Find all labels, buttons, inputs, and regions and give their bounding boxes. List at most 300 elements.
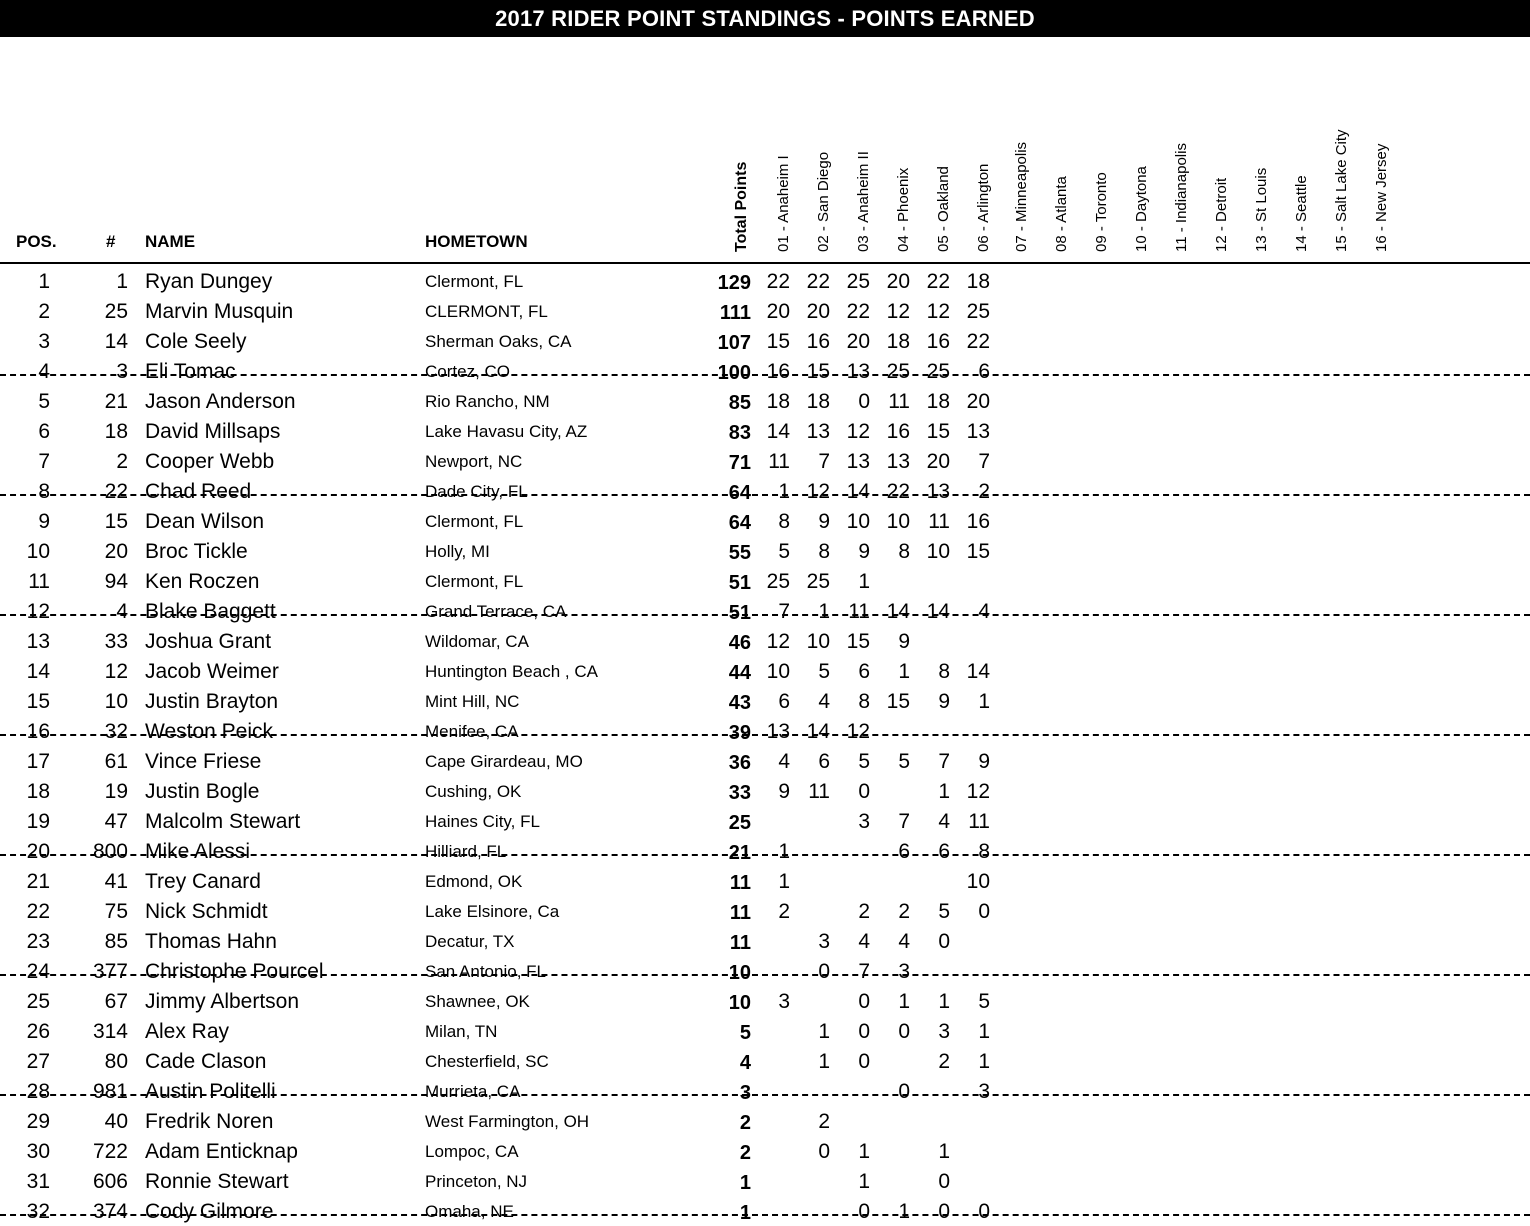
row-rider-name: Christophe Pourcel [145,960,324,983]
group-divider [0,734,1530,736]
row-bike-number: 41 [104,870,128,893]
row-race-points: 3 [898,960,910,983]
row-race-points: 14 [766,420,790,443]
row-race-points: 10 [846,510,870,533]
row-race-points: 6 [778,690,790,713]
header-race-1: 01 - Anaheim I [775,155,792,252]
row-hometown: Dade City, FL [425,482,528,501]
row-hometown: Grand Terrace, CA [425,602,567,621]
row-race-points: 16 [926,330,950,353]
row-race-points: 0 [938,1200,950,1223]
row-hometown: Clermont, FL [425,572,524,591]
row-race-points: 1 [858,570,870,593]
row-bike-number: 800 [92,840,128,863]
row-bike-number: 22 [104,480,128,503]
header-race-3: 03 - Anaheim II [855,151,872,252]
row-position: 22 [26,900,50,923]
row-bike-number: 10 [104,690,128,713]
table-row [0,1106,1530,1136]
row-race-points: 3 [938,1020,950,1043]
table-row [0,1166,1530,1196]
row-position: 3 [38,330,50,353]
page-title: 2017 RIDER POINT STANDINGS - POINTS EARNED [0,0,1530,37]
row-rider-name: Fredrik Noren [145,1110,274,1133]
row-rider-name: David Millsaps [145,420,281,443]
row-race-points: 12 [806,480,830,503]
row-rider-name: Jimmy Albertson [145,990,300,1013]
group-divider [0,494,1530,496]
row-race-points: 2 [898,900,910,923]
row-hometown: Lompoc, CA [425,1142,519,1161]
table-row [0,866,1530,896]
row-total-points: 36 [728,752,751,774]
row-race-points: 12 [846,420,870,443]
row-race-points: 11 [928,510,950,533]
row-total-points: 11 [729,872,751,894]
row-total-points: 3 [739,1082,751,1104]
row-rider-name: Jason Anderson [145,390,296,413]
table-row [0,776,1530,806]
row-bike-number: 85 [104,930,128,953]
row-position: 13 [26,630,50,653]
table-row [0,686,1530,716]
row-hometown: Mint Hill, NC [425,692,520,711]
row-race-points: 25 [806,570,830,593]
row-race-points: 7 [818,450,830,473]
row-race-points: 9 [938,690,950,713]
table-row [0,296,1530,326]
row-race-points: 10 [766,660,790,683]
row-bike-number: 20 [104,540,128,563]
row-rider-name: Thomas Hahn [145,930,277,953]
header-total-points: Total Points [733,161,750,252]
row-total-points: 39 [728,722,751,744]
row-race-points: 22 [966,330,990,353]
row-position: 12 [26,600,50,623]
row-hometown: Decatur, TX [425,932,515,951]
row-bike-number: 314 [92,1020,128,1043]
table-row [0,476,1530,506]
header-race-13: 13 - St Louis [1253,167,1270,252]
row-position: 16 [26,720,50,743]
table-row [0,1196,1530,1226]
row-bike-number: 374 [92,1200,128,1223]
row-bike-number: 67 [104,990,128,1013]
table-row [0,386,1530,416]
row-total-points: 1 [739,1172,751,1194]
row-hometown: Menifee, CA [425,722,519,741]
row-total-points: 4 [739,1052,751,1074]
row-rider-name: Nick Schmidt [145,900,268,923]
row-position: 4 [38,360,50,383]
row-position: 21 [26,870,50,893]
row-rider-name: Marvin Musquin [145,300,294,323]
row-race-points: 9 [818,510,830,533]
row-race-points: 11 [808,780,830,803]
row-position: 30 [26,1140,50,1163]
row-position: 2 [38,300,50,323]
row-total-points: 2 [739,1112,751,1134]
row-race-points: 4 [978,600,990,623]
row-position: 1 [38,270,50,293]
row-bike-number: 61 [104,750,128,773]
row-rider-name: Dean Wilson [145,510,265,533]
header-number: # [106,232,116,251]
row-race-points: 22 [806,270,830,293]
row-race-points: 13 [926,480,950,503]
row-total-points: 85 [728,392,751,414]
row-race-points: 9 [978,750,990,773]
row-rider-name: Ronnie Stewart [145,1170,289,1193]
row-position: 7 [38,450,50,473]
row-hometown: Cushing, OK [425,782,522,801]
row-race-points: 13 [966,420,990,443]
row-hometown: Clermont, FL [425,272,524,291]
row-race-points: 1 [778,480,790,503]
row-bike-number: 33 [104,630,128,653]
row-race-points: 0 [858,390,870,413]
row-race-points: 20 [806,300,830,323]
table-row [0,566,1530,596]
row-bike-number: 722 [92,1140,128,1163]
row-total-points: 51 [728,572,751,594]
row-race-points: 0 [978,900,990,923]
table-row [0,896,1530,926]
row-hometown: Rio Rancho, NM [425,392,550,411]
row-race-points: 8 [898,540,910,563]
row-race-points: 22 [766,270,790,293]
row-bike-number: 32 [104,720,128,743]
row-race-points: 20 [886,270,910,293]
header-name: NAME [145,232,196,251]
row-rider-name: Cole Seely [145,330,247,353]
row-race-points: 16 [966,510,990,533]
row-race-points: 6 [818,750,830,773]
row-rider-name: Austin Politelli [145,1080,276,1103]
row-total-points: 83 [728,422,751,444]
table-row [0,326,1530,356]
group-divider [0,374,1530,376]
row-race-points: 13 [846,360,870,383]
row-race-points: 15 [966,540,990,563]
row-race-points: 1 [858,1140,870,1163]
row-bike-number: 80 [104,1050,128,1073]
row-race-points: 7 [978,450,990,473]
row-bike-number: 606 [92,1170,128,1193]
row-rider-name: Mike Alessi [145,840,251,863]
row-race-points: 1 [938,780,950,803]
row-race-points: 0 [978,1200,990,1223]
row-total-points: 11 [729,902,751,924]
row-total-points: 46 [728,632,751,654]
row-race-points: 0 [858,1020,870,1043]
row-hometown: CLERMONT, FL [425,302,548,321]
row-position: 5 [38,390,50,413]
row-race-points: 1 [778,870,790,893]
row-race-points: 0 [858,780,870,803]
row-rider-name: Weston Peick [145,720,273,743]
row-position: 27 [26,1050,50,1073]
row-position: 10 [26,540,50,563]
row-race-points: 22 [846,300,870,323]
row-race-points: 22 [886,480,910,503]
row-bike-number: 2 [116,450,128,473]
row-hometown: Cortez, CO [425,362,511,381]
row-race-points: 4 [858,930,870,953]
header-race-16: 16 - New Jersey [1373,143,1390,252]
table-row [0,446,1530,476]
row-race-points: 5 [818,660,830,683]
row-race-points: 1 [898,660,910,683]
row-race-points: 5 [778,540,790,563]
row-hometown: Sherman Oaks, CA [425,332,572,351]
row-race-points: 18 [806,390,830,413]
row-rider-name: Blake Baggett [145,600,276,623]
row-total-points: 5 [739,1022,751,1044]
row-position: 15 [26,690,50,713]
row-hometown: Princeton, NJ [425,1172,528,1191]
row-race-points: 1 [978,1020,990,1043]
table-row [0,926,1530,956]
group-divider [0,1094,1530,1096]
row-race-points: 0 [818,1140,830,1163]
table-row [0,656,1530,686]
row-position: 17 [26,750,50,773]
row-total-points: 64 [728,512,751,534]
row-race-points: 12 [846,720,870,743]
header-race-15: 15 - Salt Lake City [1333,129,1350,252]
group-divider [0,1214,1530,1216]
row-bike-number: 18 [104,420,128,443]
row-race-points: 25 [926,360,950,383]
header-race-11: 11 - Indianapolis [1173,143,1190,252]
row-race-points: 0 [898,1080,910,1103]
row-race-points: 7 [898,810,910,833]
table-row [0,836,1530,866]
row-race-points: 12 [926,300,950,323]
table-row [0,956,1530,986]
row-position: 18 [26,780,50,803]
row-race-points: 8 [978,840,990,863]
table-row [0,746,1530,776]
row-total-points: 11 [729,932,751,954]
row-race-points: 0 [898,1020,910,1043]
row-race-points: 18 [926,390,950,413]
row-race-points: 18 [766,390,790,413]
row-hometown: Holly, MI [425,542,490,561]
row-race-points: 15 [766,330,790,353]
row-race-points: 8 [938,660,950,683]
row-position: 25 [26,990,50,1013]
row-total-points: 1 [739,1202,751,1224]
row-position: 20 [26,840,50,863]
row-rider-name: Jacob Weimer [145,660,279,683]
row-race-points: 5 [898,750,910,773]
row-race-points: 20 [846,330,870,353]
row-hometown: Haines City, FL [425,812,540,831]
row-race-points: 25 [846,270,870,293]
row-position: 14 [26,660,50,683]
row-bike-number: 981 [92,1080,128,1103]
table-row [0,596,1530,626]
row-race-points: 11 [968,810,990,833]
row-race-points: 15 [926,420,950,443]
row-race-points: 20 [766,300,790,323]
row-rider-name: Justin Bogle [145,780,260,803]
row-race-points: 0 [858,1050,870,1073]
row-hometown: West Farmington, OH [425,1112,590,1131]
row-race-points: 1 [978,1050,990,1073]
row-race-points: 1 [938,1140,950,1163]
row-race-points: 5 [858,750,870,773]
header-race-8: 08 - Atlanta [1053,176,1070,252]
table-row [0,626,1530,656]
row-total-points: 107 [717,332,751,354]
table-row [0,506,1530,536]
row-total-points: 44 [728,662,751,684]
row-rider-name: Alex Ray [145,1020,230,1043]
row-rider-name: Eli Tomac [145,360,236,383]
row-bike-number: 14 [104,330,128,353]
row-race-points: 10 [966,870,990,893]
row-position: 31 [26,1170,50,1193]
row-bike-number: 377 [92,960,128,983]
row-race-points: 2 [938,1050,950,1073]
table-row [0,1136,1530,1166]
row-race-points: 1 [778,840,790,863]
row-race-points: 16 [886,420,910,443]
row-race-points: 4 [818,690,830,713]
row-race-points: 22 [926,270,950,293]
row-rider-name: Vince Friese [145,750,262,773]
row-bike-number: 4 [116,600,128,623]
row-race-points: 18 [966,270,990,293]
row-rider-name: Ryan Dungey [145,270,273,293]
row-bike-number: 19 [104,780,128,803]
row-hometown: Wildomar, CA [425,632,529,651]
row-race-points: 0 [818,960,830,983]
header-race-7: 07 - Minneapolis [1013,141,1030,252]
row-rider-name: Justin Brayton [145,690,279,713]
row-race-points: 1 [978,690,990,713]
row-position: 11 [28,570,50,593]
table-row [0,266,1530,296]
row-rider-name: Joshua Grant [145,630,272,653]
row-race-points: 1 [818,1050,830,1073]
group-divider [0,974,1530,976]
row-total-points: 10 [728,962,751,984]
row-race-points: 8 [778,510,790,533]
row-rider-name: Malcolm Stewart [145,810,301,833]
row-race-points: 14 [846,480,870,503]
table-row [0,986,1530,1016]
row-race-points: 7 [858,960,870,983]
row-total-points: 25 [728,812,751,834]
row-hometown: Edmond, OK [425,872,523,891]
row-race-points: 5 [938,900,950,923]
row-race-points: 3 [818,930,830,953]
row-total-points: 55 [728,542,751,564]
row-rider-name: Chad Reed [145,480,252,503]
table-row [0,806,1530,836]
row-hometown: Clermont, FL [425,512,524,531]
row-race-points: 2 [978,480,990,503]
row-race-points: 25 [766,570,790,593]
row-race-points: 9 [778,780,790,803]
row-race-points: 14 [806,720,830,743]
row-hometown: Milan, TN [425,1022,498,1041]
row-race-points: 2 [858,900,870,923]
row-race-points: 8 [818,540,830,563]
row-race-points: 16 [766,360,790,383]
row-total-points: 100 [717,362,751,384]
table-row [0,716,1530,746]
row-bike-number: 40 [104,1110,128,1133]
row-position: 23 [26,930,50,953]
table-row [0,536,1530,566]
row-race-points: 14 [966,660,990,683]
header-pos: POS. [16,232,57,251]
row-race-points: 7 [778,600,790,623]
row-race-points: 10 [886,510,910,533]
row-race-points: 15 [886,690,910,713]
row-race-points: 11 [848,600,870,623]
row-total-points: 21 [728,842,751,864]
row-race-points: 0 [938,930,950,953]
row-race-points: 11 [888,390,910,413]
row-race-points: 20 [926,450,950,473]
row-race-points: 6 [898,840,910,863]
header-race-6: 06 - Arlington [975,163,992,252]
header-race-10: 10 - Daytona [1133,166,1150,252]
header-race-14: 14 - Seattle [1293,175,1310,252]
row-race-points: 3 [978,1080,990,1103]
row-hometown: Shawnee, OK [425,992,530,1011]
row-bike-number: 3 [116,360,128,383]
row-race-points: 4 [778,750,790,773]
row-hometown: Murrieta, CA [425,1082,521,1101]
row-position: 24 [26,960,50,983]
row-race-points: 6 [858,660,870,683]
row-total-points: 43 [728,692,751,714]
row-hometown: Lake Elsinore, Ca [425,902,560,921]
row-total-points: 10 [728,992,751,1014]
row-race-points: 12 [766,630,790,653]
row-race-points: 6 [938,840,950,863]
row-hometown: Hilliard, FL [425,842,507,861]
table-row [0,356,1530,386]
row-race-points: 1 [818,600,830,623]
row-bike-number: 47 [104,810,128,833]
row-bike-number: 75 [104,900,128,923]
row-bike-number: 12 [104,660,128,683]
table-row [0,416,1530,446]
row-race-points: 14 [886,600,910,623]
header-race-12: 12 - Detroit [1213,177,1230,252]
row-bike-number: 1 [116,270,128,293]
row-hometown: Chesterfield, SC [425,1052,549,1071]
row-race-points: 0 [938,1170,950,1193]
row-race-points: 11 [768,450,790,473]
row-position: 32 [26,1200,50,1223]
row-race-points: 9 [858,540,870,563]
row-hometown: Lake Havasu City, AZ [425,422,588,441]
row-race-points: 0 [858,1200,870,1223]
row-race-points: 10 [926,540,950,563]
header-rule [0,262,1530,264]
row-race-points: 13 [846,450,870,473]
row-total-points: 129 [717,272,751,294]
